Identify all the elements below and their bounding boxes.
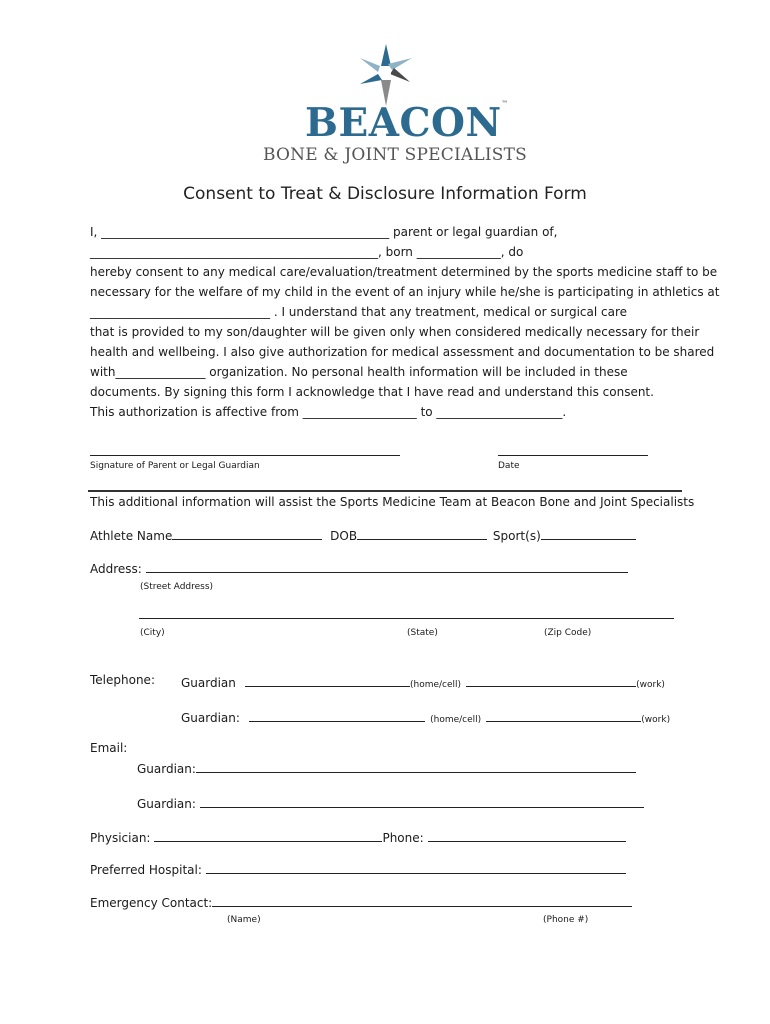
consent-line: I, ________________________________________________ parent or legal guardian of,	[90, 225, 558, 239]
telephone-row-2	[181, 707, 670, 726]
consent-line: that is provided to my son/daughter will be given only when considered medically necessary for their	[90, 325, 700, 339]
consent-line: documents. By signing this form I acknowledge that I have read and understand this consent.	[90, 385, 654, 399]
state-label: (State)	[407, 628, 438, 638]
city-label: (City)	[140, 628, 165, 638]
home-cell-label: (home/cell)	[409, 680, 462, 690]
emergency-phone-label: (Phone #)	[543, 915, 589, 925]
email-row-1	[137, 761, 636, 777]
consent-line: hereby consent to any medical care/evaluation/treatment determined by the sports medicine staff to be	[90, 265, 718, 279]
additional-info-text: This additional information will assist the Sports Medicine Team at Beacon Bone and Joint Specialists	[90, 495, 695, 509]
athlete-name-label: Athlete Name	[90, 529, 173, 543]
physician-row	[90, 830, 626, 846]
address-row	[90, 561, 628, 577]
date-line[interactable]	[498, 454, 648, 456]
signature-label: Signature of Parent or Legal Guardian	[90, 461, 260, 471]
work-label: (work)	[636, 680, 665, 690]
work-label: (work)	[641, 715, 671, 725]
emergency-row	[90, 895, 632, 911]
emergency-label: Emergency Contact:	[90, 896, 213, 910]
email-guardian-2-field[interactable]	[200, 796, 644, 808]
dob-label: DOB	[330, 529, 358, 543]
trademark: ™	[501, 100, 509, 107]
emergency-contact-field[interactable]	[212, 895, 632, 907]
athlete-name-field[interactable]	[172, 528, 322, 540]
address-label: Address:	[90, 562, 142, 576]
consent-line: health and wellbeing. I also give authorization for medical assessment and documentation to be shared	[90, 345, 715, 359]
guardian-1-label: Guardian	[181, 676, 236, 690]
email-row-2	[137, 796, 644, 812]
brand-name: BEACON™	[305, 100, 509, 146]
email-guardian-1-label: Guardian:	[137, 762, 196, 776]
hospital-row	[90, 862, 626, 878]
emergency-name-label: (Name)	[227, 915, 261, 925]
date-label: Date	[498, 461, 520, 471]
athlete-row	[90, 528, 636, 544]
city-state-zip-field[interactable]	[139, 617, 674, 619]
physician-field[interactable]	[154, 830, 382, 842]
street-address-label: (Street Address)	[140, 582, 214, 592]
star-logo-icon	[356, 44, 416, 106]
consent-line: This authorization is affective from ___________________ to _____________________.	[90, 405, 567, 419]
home-cell-label: (home/cell)	[430, 715, 482, 725]
telephone-label: Telephone:	[90, 673, 155, 687]
street-address-field[interactable]	[146, 561, 628, 573]
sports-field[interactable]	[541, 528, 636, 540]
zip-label: (Zip Code)	[544, 628, 592, 638]
physician-label: Physician:	[90, 831, 151, 845]
telephone-row-1	[181, 672, 665, 691]
guardian-1-work-phone-field[interactable]	[466, 675, 636, 687]
email-guardian-2-label: Guardian:	[137, 797, 196, 811]
consent-line: with_______________ organization. No personal health information will be included in these	[90, 365, 628, 379]
guardian-2-label: Guardian:	[181, 711, 240, 725]
consent-line: necessary for the welfare of my child in the event of an injury while he/she is participating in athletics at	[90, 285, 720, 299]
brand-subtitle: BONE & JOINT SPECIALISTS	[263, 145, 527, 165]
signature-line[interactable]	[90, 454, 400, 456]
consent-line: ________________________________________________, born ______________, do	[90, 245, 524, 259]
sports-label: Sport(s)	[492, 529, 541, 543]
consent-line: ______________________________ . I understand that any treatment, medical or surgical care	[90, 305, 628, 319]
hospital-label: Preferred Hospital:	[90, 863, 202, 877]
dob-field[interactable]	[357, 528, 487, 540]
form-title: Consent to Treat & Disclosure Information Form	[183, 184, 587, 204]
hospital-field[interactable]	[206, 862, 626, 874]
phone-label: Phone:	[382, 831, 424, 845]
email-guardian-1-field[interactable]	[196, 761, 636, 773]
guardian-2-home-phone-field[interactable]	[249, 710, 425, 722]
physician-phone-field[interactable]	[428, 830, 626, 842]
guardian-1-home-phone-field[interactable]	[245, 675, 410, 687]
section-divider	[88, 490, 682, 492]
guardian-2-work-phone-field[interactable]	[486, 710, 641, 722]
email-label: Email:	[90, 741, 128, 755]
consent-paragraph	[90, 222, 720, 422]
